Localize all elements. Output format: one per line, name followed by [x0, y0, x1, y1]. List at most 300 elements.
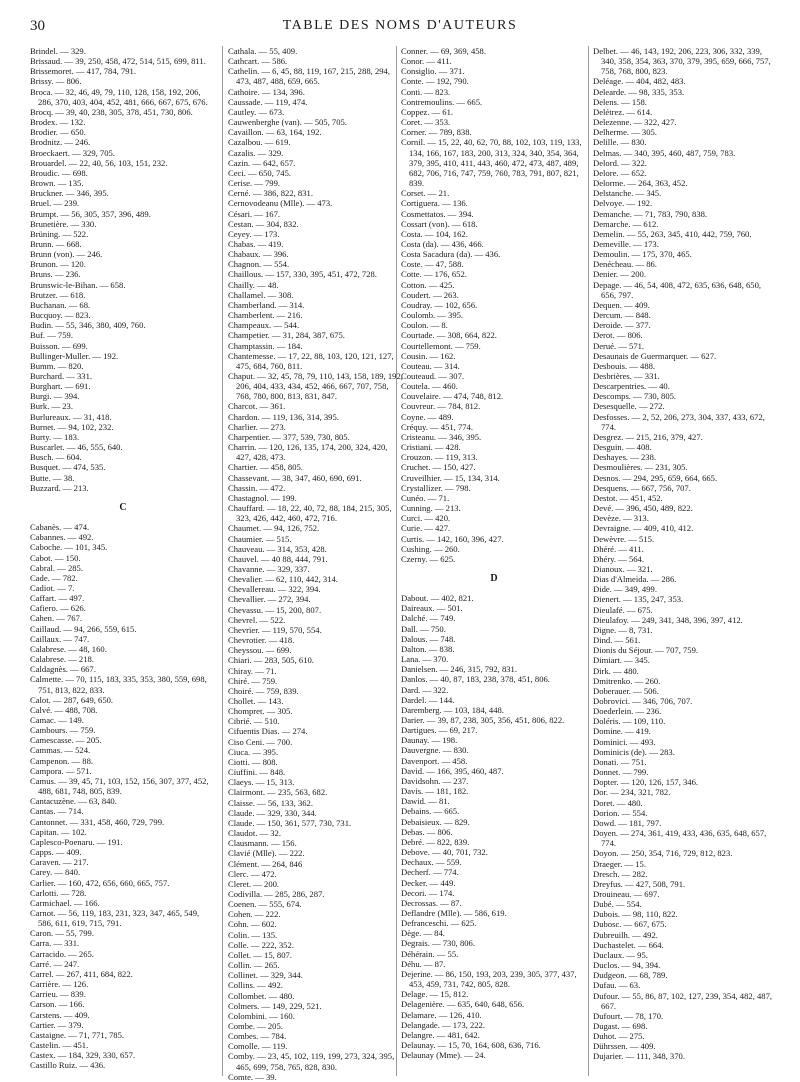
index-entry: Brüning. — 522. [30, 228, 89, 239]
index-entry: Draeger. — 15. [593, 858, 646, 869]
index-entry: Couteau. — 314. [401, 360, 460, 371]
index-entry: Delangade. — 173, 222. [401, 1019, 486, 1030]
index-entry: Delétrez. — 614. [593, 106, 653, 117]
index-entry: Carnot. — 56, 119, 183, 231, 323, 347, 465, 549, 586, 611, 619, 715, 791. [30, 907, 200, 929]
index-entry: Dufau. — 63. [593, 980, 641, 991]
index-entry: Debas. — 806. [401, 826, 453, 837]
index-entry: Ceci. — 650, 745. [228, 167, 292, 178]
index-entry: Chaillous. — 157, 330, 395, 451, 472, 728. [228, 269, 377, 280]
index-entry: Dubosc. — 667, 675. [593, 919, 667, 930]
index-entry: Chiari. — 283, 505, 610. [228, 655, 314, 666]
index-entry: Ciso Ceni. — 700. [228, 736, 293, 747]
index-entry: Caraven. — 217. [30, 857, 89, 868]
index-entry: Collet. — 15, 807. [228, 949, 292, 960]
index-entry: Butte. — 38. [30, 472, 75, 483]
index-entry: Derué. — 571. [593, 340, 645, 351]
index-entry: Delmas. — 340, 395, 460, 487, 759, 783. [593, 147, 736, 158]
index-entry: Camescasse. — 205. [30, 735, 102, 746]
index-entry: Dubois. — 98, 110, 822. [593, 909, 678, 920]
index-entry: Capps. — 409. [30, 847, 82, 858]
index-entry: Coulon. — 8. [401, 320, 448, 331]
index-entry: Deflandre (Mlle). — 586, 619. [401, 907, 507, 918]
index-entry: Chamberlent. — 216. [228, 310, 303, 321]
index-entry: Desbouis. — 488. [593, 360, 656, 371]
index-entry: Comolle. — 119. [228, 1041, 288, 1052]
index-entry: Créquy. — 451, 774. [401, 421, 474, 432]
index-entry: Digne. — 8, 731. [593, 624, 653, 635]
index-entry: Calabrese. — 48, 160. [30, 643, 107, 654]
index-entry: Corset. — 21. [401, 188, 450, 199]
index-entry: Cammas. — 524. [30, 745, 91, 756]
index-entry: Comte. — 39. [228, 1071, 277, 1082]
index-entry: Deroide. — 377. [593, 320, 651, 331]
index-entry: Daremberg. — 103, 184, 448. [401, 704, 504, 715]
index-entry: Busch. — 604. [30, 452, 82, 463]
index-entry: Delaunay (Mme). — 24. [401, 1050, 486, 1061]
index-entry: Carey. — 840. [30, 867, 81, 878]
index-entry: Cousin. — 162. [401, 350, 456, 361]
index-entry: Calabrese. — 218. [30, 654, 94, 665]
index-entry: Cestan. — 304, 832. [228, 218, 299, 229]
index-entry: Caldagnès. — 667. [30, 664, 96, 675]
column-divider [396, 46, 397, 1076]
index-entry: Dieulafoy. — 249, 341, 348, 396, 397, 412. [593, 614, 743, 625]
index-column-2 [228, 46, 404, 1082]
index-entry: Davenport. — 458. [401, 755, 468, 766]
index-entry: Brocq. — 39, 40, 238, 305, 378, 451, 730, 806. [30, 106, 193, 117]
index-entry: Colle. — 222, 352. [228, 939, 294, 950]
index-entry: Broeckaert. — 329, 705. [30, 147, 115, 158]
section-letter: C [119, 501, 127, 513]
index-entry: Broca. — 32, 46, 49, 79, 110, 128, 158, 192, 206, 286, 370, 403, 404, 452, 481, 666, 667, 675, 676. [30, 86, 208, 107]
index-entry: Cabanès. — 474. [30, 522, 90, 533]
index-entry: Dhéry. — 564. [593, 553, 644, 564]
index-entry: Buscarlet. — 46, 555, 640. [30, 442, 123, 453]
index-entry: Brunn (von). — 246. [30, 249, 103, 260]
index-entry: Chevallier. — 272, 394. [228, 594, 311, 605]
index-entry: Cruchet. — 150, 427. [401, 462, 476, 473]
index-entry: Clavié (Mlle). — 222. [228, 848, 305, 859]
index-entry: Dechaux. — 559. [401, 857, 462, 868]
index-entry: Demeville. — 173. [593, 238, 659, 249]
index-entry: Burgi. — 394. [30, 391, 80, 402]
index-entry: Buisson. — 699. [30, 340, 88, 351]
page-title: TABLE DES NOMS D'AUTEURS [282, 18, 518, 33]
index-entry: Doberauer. — 506. [593, 685, 659, 696]
index-entry: Curtis. — 142, 160, 396, 427. [401, 533, 504, 544]
index-entry: Delvoye. — 192. [593, 198, 653, 209]
index-entry: Capitan. — 102. [30, 826, 87, 837]
index-entry: Burk. — 23. [30, 401, 73, 412]
index-entry: Cabannes. — 492. [30, 532, 94, 543]
index-entry: Caboche. — 101, 345. [30, 542, 108, 553]
index-entry: Caussade. — 119, 474. [228, 96, 308, 107]
index-entry: Drouineau. — 697. [593, 888, 660, 899]
index-entry: Coenen. — 555, 674. [228, 899, 302, 910]
index-entry: Dianoux. — 321. [593, 563, 653, 574]
index-entry: Champetier. — 31, 284, 387, 675. [228, 330, 345, 341]
index-entry: Cotton. — 425. [401, 279, 455, 290]
index-entry: Cazalbou. — 619. [228, 137, 291, 148]
index-entry: Brown. — 135. [30, 178, 84, 189]
index-entry: Cafiero. — 626. [30, 603, 86, 614]
index-entry: Debains. — 665. [401, 806, 460, 817]
index-entry: Duclaux. — 95. [593, 949, 648, 960]
index-entry: Comby. — 23, 45, 102, 119, 199, 273, 324, 395, 465, 699, 758, 765, 828, 830. [228, 1051, 395, 1072]
index-entry: Coudert. — 263. [401, 289, 459, 300]
index-entry: Courtade. — 308, 664, 822. [401, 330, 497, 341]
index-entry: Bruns. — 236. [30, 269, 81, 280]
index-entry: Delaunay. — 15, 70, 164, 608, 636, 716. [401, 1040, 541, 1050]
index-entry: Caron. — 55, 799. [30, 928, 94, 939]
index-entry: Chollet. — 143. [228, 696, 284, 706]
index-entry: Couvreur. — 784, 812. [401, 401, 481, 412]
index-entry: Brindel. — 329. [30, 46, 86, 56]
index-entry: Dewèvre. — 515. [593, 533, 655, 544]
index-entry: Carra. — 331. [30, 938, 80, 949]
index-entry: Dionis du Séjour. — 707, 759. [593, 645, 699, 656]
index-entry: Collins. — 492. [228, 980, 283, 991]
index-entry: Duclos. — 94, 394. [593, 960, 661, 971]
index-entry: Desesquelle. — 272. [593, 401, 665, 412]
index-entry: Delens. — 158. [593, 96, 647, 107]
index-entry: Cartier. — 379. [30, 1019, 84, 1030]
index-entry: Cernovodeanu (Mlle). — 473. [228, 198, 333, 209]
index-entry: Carmichael. — 166. [30, 897, 100, 908]
index-entry: Castex. — 184, 329, 330, 657. [30, 1050, 136, 1061]
index-entry: Cruveilhier. — 15, 134, 314. [401, 472, 500, 483]
index-entry: Cossart (von). — 618. [401, 218, 478, 229]
index-entry: Chabas. — 419. [228, 238, 284, 249]
index-entry: Defranceschi. — 625. [401, 918, 477, 929]
index-entry: Dubreuilh. — 492. [593, 929, 658, 940]
index-entry: Chauffard. — 18, 22, 40, 72, 88, 184, 215, 305, 323, 426, 442, 460, 472, 716. [228, 503, 392, 524]
index-entry: Dmitrenko. — 260. [593, 675, 661, 686]
index-entry: Delezenne. — 322, 427. [593, 117, 677, 128]
index-entry: Chagnon. — 554. [228, 259, 290, 270]
index-entry: Coppez. — 61. [401, 106, 454, 117]
page-number: 30 [30, 18, 45, 34]
index-entry: Chartier. — 458, 805. [228, 462, 303, 473]
index-entry: Cavaillon. — 63, 164, 192. [228, 127, 322, 138]
index-entry: Dhéré. — 411. [593, 543, 644, 554]
index-entry: Cathala. — 55, 409. [228, 46, 298, 56]
index-entry: Desmoulières. — 231, 305. [593, 462, 688, 473]
index-entry: Doyen. — 274, 361, 419, 433, 436, 635, 648, 657, 774. [593, 828, 767, 849]
index-entry: Charlier. — 273. [228, 421, 286, 432]
index-entry: Dowd. — 181, 797. [593, 817, 662, 828]
index-entry: Castillo Ruiz. — 436. [30, 1060, 106, 1071]
index-entry: Dequen. — 409. [593, 299, 650, 310]
index-entry: Caffart. — 497. [30, 593, 85, 604]
index-entry: Debré. — 822, 839. [401, 836, 470, 847]
index-entry: Consiglio. — 371. [401, 66, 465, 77]
index-entry: Combe. — 205. [228, 1021, 283, 1031]
index-entry: Desnos. — 294, 295, 659, 664, 665. [593, 472, 718, 483]
index-entry: Campenon. — 88. [30, 755, 94, 766]
index-entry: Doyon. — 250, 354, 716, 729, 812, 823. [593, 848, 733, 859]
index-entry: Delstanche. — 345. [593, 188, 662, 199]
index-entry: Bumm. — 820. [30, 360, 84, 371]
index-entry: Castelin. — 451. [30, 1040, 89, 1050]
index-entry: Carrieu. — 839. [30, 989, 86, 1000]
index-entry: Carlier. — 160, 472, 656, 660, 665, 757. [30, 877, 170, 888]
index-entry: Dartigues. — 69, 217. [401, 725, 478, 736]
index-entry: Chauvel. — 40 88, 444, 791. [228, 553, 328, 564]
index-entry: Dührssen. — 409. [593, 1041, 656, 1052]
index-entry: Dor. — 234, 321, 782. [593, 787, 671, 798]
index-entry: Delage. — 15, 812. [401, 989, 469, 1000]
index-entry: Chamberland. — 314. [228, 299, 305, 310]
index-entry: Dalous. — 748. [401, 633, 456, 644]
index-entry: Conor. — 411. [401, 56, 452, 67]
index-column-4 [593, 46, 775, 1076]
index-entry: Dabout. — 402, 821. [401, 593, 474, 604]
index-entry: Burghart. — 691. [30, 381, 91, 392]
index-entry: Castaigne. — 71, 771, 785. [30, 1029, 125, 1040]
index-entry: Champtassin. — 184. [228, 340, 303, 351]
index-entry: Crouzon. — 119, 313. [401, 452, 478, 463]
index-entry: Bullinger-Muller. — 192. [30, 350, 119, 361]
index-entry: Domine. — 419. [593, 726, 651, 737]
index-entry: Chiray. — 71. [228, 665, 277, 676]
index-entry: Decker. — 449. [401, 877, 456, 888]
index-entry: Chevalier. — 62, 110, 442, 314. [228, 574, 338, 585]
index-entry: Burnet. — 94, 102, 232. [30, 421, 114, 432]
index-entry: Dall. — 750. [401, 623, 446, 634]
index-entry: Devraigne. — 409, 410, 412. [593, 523, 694, 534]
index-entry: Daunay. — 198. [401, 735, 458, 746]
index-entry: Carré. — 247. [30, 958, 80, 969]
index-entry: Delagenière. — 635, 640, 648, 656. [401, 999, 525, 1010]
index-entry: Brunon. — 120. [30, 259, 86, 270]
index-entry: Cotte. — 176, 652. [401, 269, 467, 280]
index-entry: Brunswic-le-Bihan. — 658. [30, 279, 126, 290]
index-entry: Chaumier. — 515. [228, 533, 292, 544]
index-entry: Dopter. — 120, 126, 157, 346. [593, 777, 699, 788]
index-entry: Cantas. — 714. [30, 806, 84, 817]
index-entry: Coyne. — 489. [401, 411, 454, 422]
index-entry: Chaput. — 32, 45, 78, 79, 110, 143, 158, 189, 192, 206, 404, 433, 434, 452, 466, 667, 707, 758, 768, 780, 800, 813, 831, 847. [228, 371, 403, 402]
index-entry: Brouardel. — 22, 40, 56, 103, 151, 232. [30, 157, 168, 168]
index-entry: Corner. — 789, 838. [401, 127, 472, 138]
index-entry: Cristiani. — 428. [401, 442, 461, 453]
index-entry: Cerné. — 386, 822, 831. [228, 188, 313, 199]
index-entry: Chardon. — 119, 136, 314, 395. [228, 411, 339, 422]
index-entry: Chiré. — 759. [228, 675, 278, 686]
index-entry: Delille. — 830. [593, 137, 647, 148]
index-entry: Delore. — 652. [593, 167, 647, 178]
index-entry: Devé. — 396, 450, 489, 822. [593, 503, 693, 514]
index-entry: Brumpt. — 56, 305, 357, 396, 489. [30, 208, 151, 219]
index-entry: Conti. — 823. [401, 86, 451, 97]
index-entry: Brunetière. — 330. [30, 218, 97, 229]
index-entry: Coulomb. — 395. [401, 310, 464, 321]
index-entry: Degrais. — 730, 806. [401, 938, 475, 949]
index-entry: Cleret. — 200. [228, 878, 280, 889]
index-entry: Brodier. — 650. [30, 127, 86, 138]
index-entry: Destot. — 451, 452. [593, 492, 663, 503]
index-entry: Davis. — 181, 182. [401, 786, 469, 797]
index-entry: Devèze. — 313. [593, 513, 649, 524]
index-entry: Contremoulins. — 665. [401, 96, 483, 107]
index-entry: Bruel. — 239. [30, 198, 80, 209]
index-entry: Depage. — 46, 54, 408, 472, 635, 636, 648, 650, 656, 797. [593, 279, 762, 300]
index-entry: Calot. — 287, 649, 650. [30, 694, 114, 705]
index-entry: David. — 166, 395, 460, 487. [401, 765, 504, 776]
index-entry: Coste. — 47, 588. [401, 259, 464, 270]
index-entry: Brissemoret. — 417, 784, 791. [30, 66, 136, 77]
index-entry: Dresch. — 282. [593, 868, 648, 879]
index-entry: Dimiart. — 345. [593, 655, 650, 666]
index-entry: Darier. — 39, 87, 238, 305, 356, 451, 806, 822. [401, 715, 565, 725]
index-entry: Cristeanu. — 346, 395. [401, 431, 482, 442]
index-entry: Cade. — 782. [30, 572, 78, 583]
index-entry: Brodex. — 132. [30, 117, 86, 128]
index-entry: Dalton. — 838. [401, 643, 455, 654]
index-columns [30, 46, 775, 1082]
index-entry: Demarche. — 612. [593, 218, 659, 229]
index-entry: Clairmont. — 235, 563, 682. [228, 787, 328, 798]
index-entry: Delangre. — 481, 642. [401, 1029, 480, 1040]
index-entry: Campora. — 571. [30, 765, 92, 776]
index-entry: Delamare. — 126, 410. [401, 1009, 482, 1020]
index-entry: Chaumet. — 94, 126, 752. [228, 523, 320, 534]
index-entry: Cortiguera. — 136. [401, 198, 468, 209]
index-entry: Ciotti. — 808. [228, 756, 278, 767]
index-entry: Burchard. — 331. [30, 371, 93, 381]
index-entry: Broudic. — 698. [30, 167, 88, 178]
index-entry: Desbrières. — 331. [593, 371, 660, 381]
index-entry: Curie. — 427. [401, 523, 451, 534]
index-entry: Claeys. — 15, 313. [228, 777, 295, 788]
index-entry: Chabaux. — 396. [228, 249, 289, 260]
index-column-1 [30, 46, 216, 1076]
index-entry: Bucquoy. — 823. [30, 310, 91, 321]
index-entry: Colombini. — 160. [228, 1010, 295, 1021]
index-entry: Deléage. — 404, 482, 483. [593, 76, 686, 87]
index-entry: Claude. — 150, 361, 577, 730, 731. [228, 817, 352, 828]
index-entry: Dugast. — 698. [593, 1021, 648, 1031]
index-entry: Dudgeon. — 68, 789. [593, 970, 668, 981]
index-entry: Courtellemont. — 759. [401, 340, 481, 351]
index-entry: Chailly. — 48. [228, 279, 279, 290]
index-entry: Chassevant. — 38, 347, 460, 690, 691. [228, 472, 362, 483]
column-divider [588, 46, 589, 1076]
index-entry: Dobrovici. — 346, 706, 707. [593, 696, 693, 706]
index-entry: Caplesco-Poenaru. — 191. [30, 836, 123, 847]
index-entry: Denécheau. — 86. [593, 259, 657, 270]
index-entry: Doederlein. — 236. [593, 706, 662, 717]
index-entry: Chauveau. — 314, 353, 428. [228, 543, 327, 554]
index-entry: Desquens. — 667, 756, 707. [593, 482, 691, 493]
index-entry: Dieulafé. — 675. [593, 604, 653, 615]
index-entry: Buchanan. — 68. [30, 299, 91, 310]
index-entry: Ciuffini. — 848. [228, 767, 286, 778]
index-entry: Brodnitz. — 246. [30, 137, 91, 148]
index-entry: Budin. — 55, 346, 380, 409, 760. [30, 320, 146, 331]
index-entry: Decori. — 174. [401, 887, 455, 898]
index-entry: Coutela. — 460. [401, 381, 458, 392]
index-entry: Collombet. — 480. [228, 990, 295, 1001]
index-entry: Desfosses. — 2, 52, 206, 273, 304, 337, 433, 672, 774. [593, 411, 765, 432]
index-entry: Claudot. — 32. [228, 828, 281, 839]
index-entry: Buzzard. — 213. [30, 482, 89, 493]
index-entry: Cibrié. — 510. [228, 716, 280, 727]
index-entry: Costa Sacadura (da). — 436. [401, 249, 501, 260]
index-entry: Donnet. — 799. [593, 767, 649, 778]
index-entry: Camac. — 149. [30, 715, 84, 725]
index-entry: Déhérain. — 55. [401, 948, 459, 959]
index-entry: Doret. — 480. [593, 797, 643, 808]
index-entry: Dejerine. — 86, 150, 193, 203, 239, 305, 377, 437, 453, 459, 731, 742, 805, 828. [401, 968, 577, 990]
index-entry: Brissy. — 806. [30, 76, 82, 87]
index-entry: Coudray. — 102, 656. [401, 299, 478, 310]
index-entry: Carstens. — 409. [30, 1009, 90, 1020]
index-entry: Buf. — 759. [30, 330, 73, 341]
index-entry: Dujarier. — 111, 348, 370. [593, 1051, 685, 1062]
index-entry: Cautley. — 673. [228, 106, 285, 117]
index-entry: Clément. — 264, 846 [228, 858, 303, 869]
index-entry: Doléris. — 109, 110. [593, 716, 666, 727]
index-entry: Chantemesse. — 17, 22, 88, 103, 120, 121, 127, 475, 684, 760, 811. [228, 350, 394, 371]
index-entry: Chevrel. — 522. [228, 614, 286, 625]
index-entry: Deshayes. — 238. [593, 452, 657, 463]
index-entry: Conner. — 69, 369, 458. [401, 46, 486, 56]
index-entry: Descarpentries. — 40. [593, 381, 670, 392]
index-entry: Decrossas. — 87. [401, 897, 462, 908]
index-entry: Combes. — 784. [228, 1031, 287, 1042]
index-entry: Cazalis. — 329. [228, 147, 284, 158]
index-entry: Cazin. — 642, 657. [228, 157, 296, 168]
index-entry: Colin. — 135. [228, 929, 278, 940]
index-entry: Desguin. — 408. [593, 442, 652, 453]
index-entry: Demelin. — 55, 263, 345, 410, 442, 759, 760. [593, 228, 752, 239]
index-entry: Costa. — 104, 162. [401, 228, 468, 239]
index-entry: Caillaux. — 747. [30, 633, 90, 644]
index-entry: Cadiot. — 7. [30, 582, 75, 593]
index-entry: Cathelin. — 6, 45, 88, 119, 167, 215, 288, 294, 473, 487, 488, 659, 665. [228, 66, 391, 87]
index-entry: Delbet. — 46, 143, 192, 206, 223, 306, 332, 339, 340, 358, 354, 363, 370, 379, 395, 659, 666, 757, 758, 768, 800, 823. [593, 46, 771, 77]
index-entry: Clausmann. — 156. [228, 838, 297, 849]
index-entry: Cathcart. — 586. [228, 56, 288, 67]
index-entry: Dufourt. — 78, 170. [593, 1010, 664, 1021]
index-entry: Collinet. — 329, 344. [228, 970, 303, 981]
index-entry: Brissaud. — 39, 250, 458, 472, 514, 515, 699, 811. [30, 56, 206, 67]
index-entry: Cunning. — 213. [401, 503, 461, 514]
index-entry: Brunn. — 668. [30, 238, 82, 249]
index-entry: Debaisieux. — 829. [401, 816, 470, 827]
index-entry: Denier. — 200. [593, 269, 646, 280]
index-entry: Conte. — 192, 790. [401, 76, 469, 87]
index-entry: Couteaud. — 307. [401, 371, 465, 381]
index-entry: Cohen. — 222. [228, 909, 281, 920]
index-entry: Claude. — 329, 330, 344. [228, 807, 317, 818]
index-entry: Davidsohn. — 237. [401, 775, 469, 786]
index-entry: Carrel. — 267, 411, 684, 822. [30, 968, 133, 979]
index-entry: Dide. — 349, 499. [593, 584, 657, 595]
index-entry: Descomps. — 730, 805. [593, 391, 677, 402]
index-entry: Debove. — 40, 701, 732. [401, 847, 488, 858]
index-entry: Bruckner. — 346, 395. [30, 188, 109, 199]
index-entry: Danlos. — 40, 87, 183, 238, 378, 451, 806. [401, 674, 550, 685]
index-entry: Chavanne. — 329, 337. [228, 563, 310, 574]
index-entry: Champeaux. — 544. [228, 320, 300, 331]
index-entry: Burty. — 183. [30, 431, 80, 442]
index-entry: Dienert. — 135, 247, 353. [593, 594, 684, 605]
index-entry: Déhu. — 87. [401, 958, 446, 969]
index-entry: Burlureaux. — 31, 418. [30, 411, 112, 422]
